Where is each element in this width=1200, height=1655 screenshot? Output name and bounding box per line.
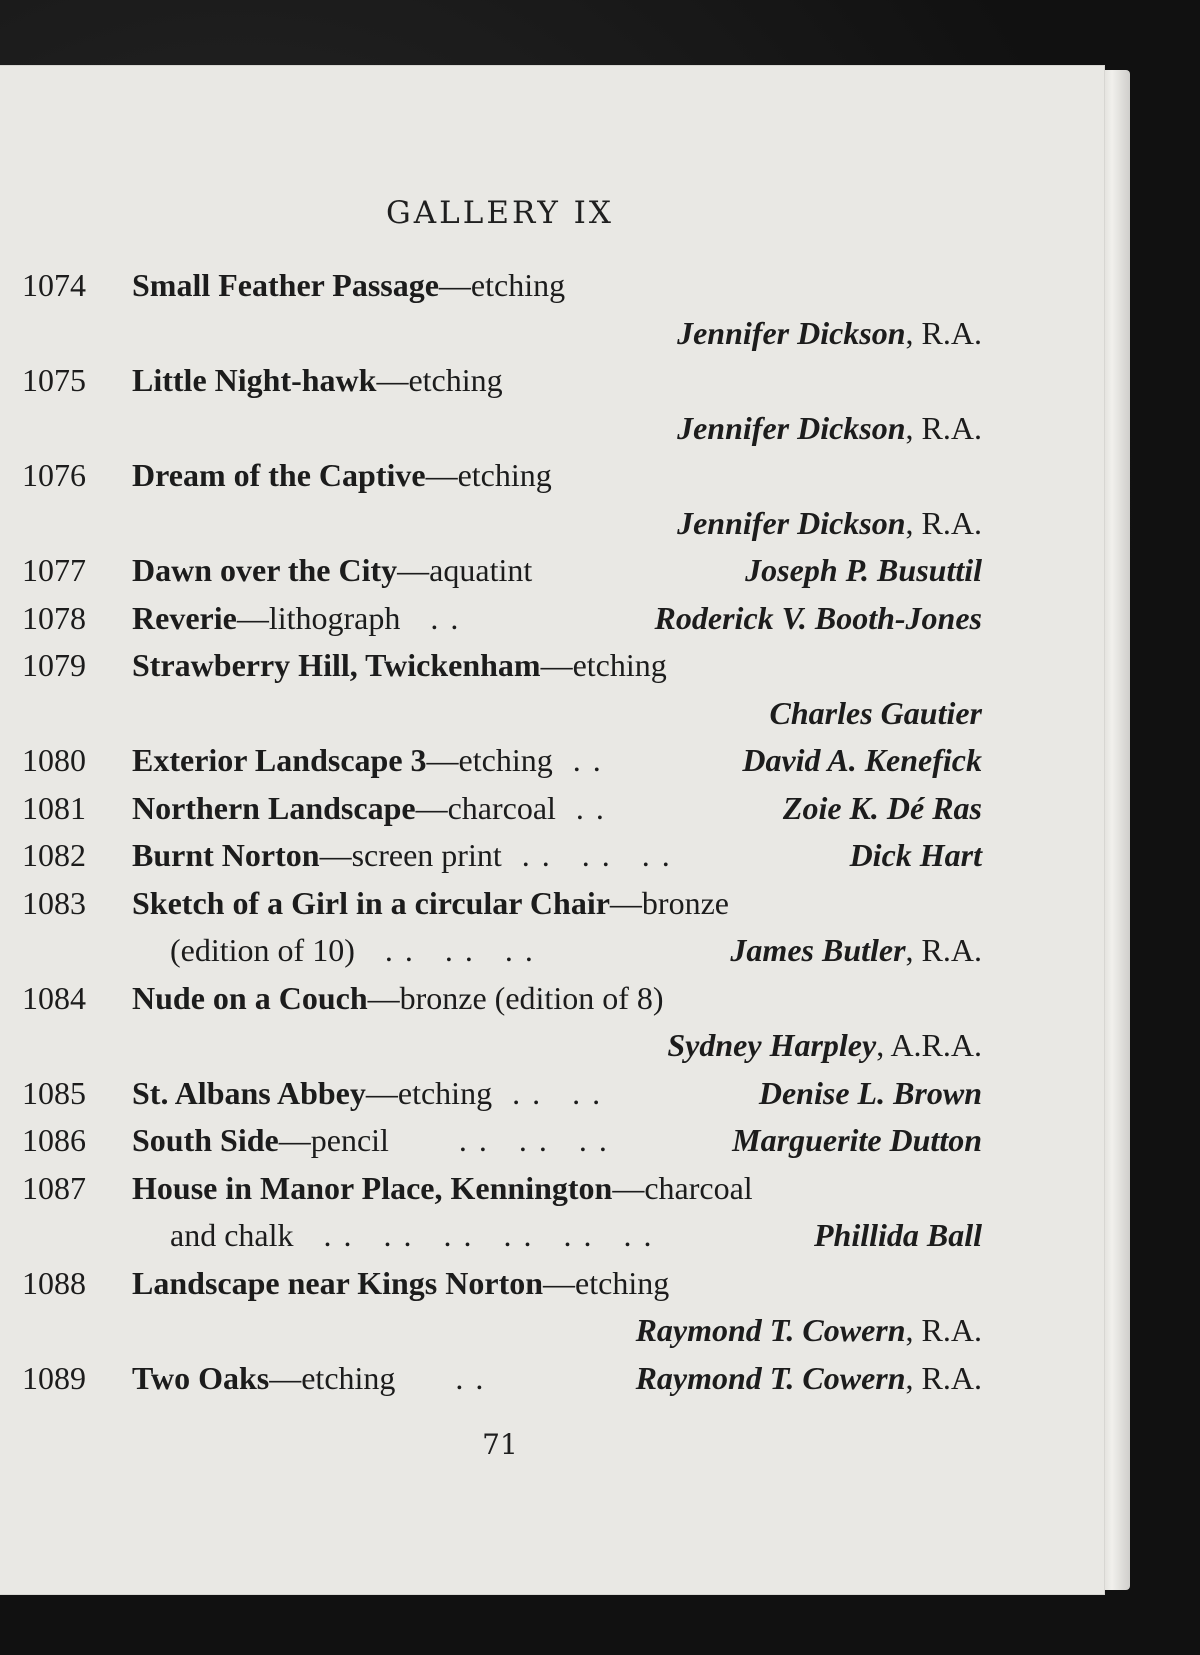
work-title: Strawberry Hill, Twickenham bbox=[132, 647, 541, 683]
leader-dots: . . bbox=[562, 742, 603, 778]
catalogue-number: 1087 bbox=[22, 1169, 86, 1206]
artist-credit bbox=[636, 1355, 982, 1403]
artist-credit bbox=[730, 927, 982, 975]
catalogue-line bbox=[22, 642, 982, 690]
work-description bbox=[170, 1212, 654, 1260]
artist-credit bbox=[742, 737, 982, 785]
work-medium: —bronze (edition of 8) bbox=[367, 979, 664, 1016]
work-medium: —etching bbox=[438, 267, 566, 303]
artist-credit bbox=[636, 1307, 982, 1355]
artist-honours: , R.A. bbox=[905, 1312, 982, 1348]
catalogue-line bbox=[22, 927, 982, 975]
artist-name: Zoie K. Dé Ras bbox=[782, 789, 982, 826]
catalogue-line bbox=[22, 1117, 982, 1165]
work-title: Northern Landscape bbox=[132, 789, 416, 826]
artist-honours: , R.A. bbox=[905, 932, 982, 968]
work-description bbox=[132, 547, 542, 595]
catalogue-line bbox=[22, 737, 982, 785]
leader-dots: . . bbox=[405, 1359, 486, 1396]
artist-credit bbox=[745, 547, 982, 595]
leader-dots: . . . . . . bbox=[364, 932, 535, 968]
artist-name: Charles Gautier bbox=[769, 694, 982, 731]
catalogue-entries bbox=[22, 262, 982, 1402]
catalogue-line bbox=[22, 262, 982, 310]
work-medium: and chalk bbox=[170, 1217, 294, 1253]
catalogue-line bbox=[22, 1307, 982, 1355]
artist-credit bbox=[677, 310, 982, 358]
catalogue-number: 1085 bbox=[22, 1074, 86, 1111]
work-medium: —etching bbox=[269, 1359, 396, 1396]
work-description bbox=[132, 1165, 763, 1213]
artist-credit bbox=[783, 785, 982, 833]
catalogue-line bbox=[22, 310, 982, 358]
artist-name: Jennifer Dickson bbox=[677, 504, 906, 541]
work-title: Nude on a Couch bbox=[132, 979, 368, 1016]
artist-honours: , R.A. bbox=[905, 409, 982, 446]
work-title: Reverie bbox=[132, 599, 237, 636]
work-description bbox=[132, 405, 142, 453]
catalogue-number: 1081 bbox=[22, 789, 86, 826]
catalogue-line bbox=[22, 832, 982, 880]
work-title: Two Oaks bbox=[132, 1359, 270, 1396]
catalogue-line bbox=[22, 690, 982, 738]
work-description bbox=[132, 1355, 485, 1403]
catalogue-line bbox=[22, 1260, 982, 1308]
work-description bbox=[132, 832, 672, 880]
catalogue-number: 1078 bbox=[22, 599, 86, 636]
leader-dots: . . . . . . bbox=[398, 1122, 609, 1158]
work-title: South Side bbox=[132, 1122, 279, 1158]
work-description bbox=[132, 262, 575, 310]
catalogue-line bbox=[22, 1355, 982, 1403]
artist-credit bbox=[770, 690, 982, 738]
work-description bbox=[132, 310, 142, 358]
work-title: House in Manor Place, Kennington bbox=[132, 1169, 613, 1206]
work-title: Dream of the Captive bbox=[132, 457, 426, 493]
artist-honours: , R.A. bbox=[905, 504, 982, 541]
work-title: Small Feather Passage bbox=[132, 267, 439, 303]
artist-honours: , A.R.A. bbox=[876, 1027, 982, 1063]
artist-name: Roderick V. Booth-Jones bbox=[654, 599, 982, 636]
work-medium: —etching bbox=[543, 1264, 670, 1301]
work-medium: —screen print bbox=[319, 837, 502, 873]
artist-name: David A. Kenefick bbox=[742, 742, 982, 778]
work-medium: —bronze bbox=[609, 884, 729, 921]
work-description bbox=[132, 737, 603, 785]
work-description bbox=[170, 927, 535, 975]
catalogue-number: 1080 bbox=[22, 742, 86, 778]
work-description bbox=[132, 452, 562, 500]
work-medium: —lithograph bbox=[236, 599, 401, 636]
work-medium: —charcoal bbox=[612, 1169, 753, 1206]
catalogue-line bbox=[22, 595, 982, 643]
work-description bbox=[132, 690, 142, 738]
artist-honours: , R.A. bbox=[905, 1359, 982, 1396]
catalogue-number: 1088 bbox=[22, 1264, 86, 1301]
artist-name: Dick Hart bbox=[849, 837, 982, 873]
gallery-heading: GALLERY IX bbox=[386, 195, 614, 231]
work-medium: —aquatint bbox=[397, 552, 533, 588]
catalogue-number: 1074 bbox=[22, 267, 86, 303]
work-description bbox=[132, 1022, 142, 1070]
catalogue-line bbox=[22, 1212, 982, 1260]
catalogue-line bbox=[22, 1022, 982, 1070]
catalogue-line bbox=[22, 880, 982, 928]
work-description bbox=[132, 785, 606, 833]
artist-name: Joseph P. Busuttil bbox=[745, 552, 982, 588]
page-edge bbox=[1100, 70, 1130, 1590]
catalogue-number: 1076 bbox=[22, 457, 86, 493]
artist-honours: , R.A. bbox=[905, 314, 982, 351]
work-medium: (edition of 10) bbox=[170, 932, 355, 968]
artist-name: Raymond T. Cowern bbox=[635, 1312, 906, 1348]
artist-credit bbox=[850, 832, 982, 880]
artist-name: Jennifer Dickson bbox=[677, 409, 906, 446]
work-medium: —etching bbox=[426, 742, 553, 778]
leader-dots: . . . . . . . . . . . . bbox=[303, 1217, 654, 1253]
catalogue-line bbox=[22, 975, 982, 1023]
work-medium: —etching bbox=[425, 457, 552, 493]
catalogue-line bbox=[22, 785, 982, 833]
catalogue-number: 1086 bbox=[22, 1122, 86, 1158]
work-title: Exterior Landscape 3 bbox=[132, 742, 427, 778]
catalogue-number: 1084 bbox=[22, 979, 86, 1016]
work-title: Landscape near Kings Norton bbox=[132, 1264, 544, 1301]
catalogue-number: 1079 bbox=[22, 647, 86, 683]
catalogue-line bbox=[22, 357, 982, 405]
catalogue-line bbox=[22, 500, 982, 548]
leader-dots: . . . . . . bbox=[511, 837, 672, 873]
catalogue-number: 1083 bbox=[22, 884, 86, 921]
work-medium: —etching bbox=[540, 647, 667, 683]
artist-credit bbox=[814, 1212, 982, 1260]
catalogue-line bbox=[22, 452, 982, 500]
artist-credit bbox=[655, 595, 982, 643]
artist-credit bbox=[677, 500, 982, 548]
work-medium: —pencil bbox=[278, 1122, 389, 1158]
work-title: Burnt Norton bbox=[132, 837, 320, 873]
artist-name: Sydney Harpley bbox=[667, 1027, 877, 1063]
artist-name: Jennifer Dickson bbox=[677, 314, 906, 351]
leader-dots: . . bbox=[565, 789, 606, 826]
catalogue-number: 1075 bbox=[22, 362, 86, 398]
catalogue-number: 1082 bbox=[22, 837, 86, 873]
leader-dots: . . bbox=[410, 599, 461, 636]
catalogue-number: 1077 bbox=[22, 552, 86, 588]
work-description bbox=[132, 975, 674, 1023]
catalogue-number: 1089 bbox=[22, 1359, 86, 1396]
catalogue-line bbox=[22, 1165, 982, 1213]
work-description bbox=[132, 1070, 602, 1118]
catalogue-line bbox=[22, 547, 982, 595]
artist-credit bbox=[677, 405, 982, 453]
work-description bbox=[132, 500, 142, 548]
artist-name: Marguerite Dutton bbox=[732, 1122, 982, 1158]
work-description bbox=[132, 1260, 679, 1308]
work-title: Dawn over the City bbox=[132, 552, 398, 588]
work-description bbox=[132, 357, 513, 405]
artist-name: Raymond T. Cowern bbox=[635, 1359, 906, 1396]
catalogue-line bbox=[22, 405, 982, 453]
catalogue-line bbox=[22, 1070, 982, 1118]
work-title: Little Night-hawk bbox=[132, 362, 377, 398]
artist-credit bbox=[759, 1070, 982, 1118]
artist-name: Phillida Ball bbox=[813, 1217, 982, 1253]
artist-name: James Butler bbox=[730, 932, 906, 968]
artist-credit bbox=[667, 1022, 982, 1070]
work-description bbox=[132, 595, 460, 643]
leader-dots: . . . . bbox=[502, 1074, 603, 1111]
work-medium: —etching bbox=[376, 362, 503, 398]
work-medium: —charcoal bbox=[415, 789, 556, 826]
work-description bbox=[132, 880, 739, 928]
artist-name: Denise L. Brown bbox=[758, 1074, 982, 1111]
work-description bbox=[132, 642, 677, 690]
work-title: St. Albans Abbey bbox=[132, 1074, 366, 1111]
work-medium: —etching bbox=[365, 1074, 493, 1111]
work-description bbox=[132, 1307, 142, 1355]
work-description bbox=[132, 1117, 609, 1165]
work-title: Sketch of a Girl in a circular Chair bbox=[132, 884, 610, 921]
page-number: 71 bbox=[482, 1428, 518, 1461]
artist-credit bbox=[732, 1117, 982, 1165]
